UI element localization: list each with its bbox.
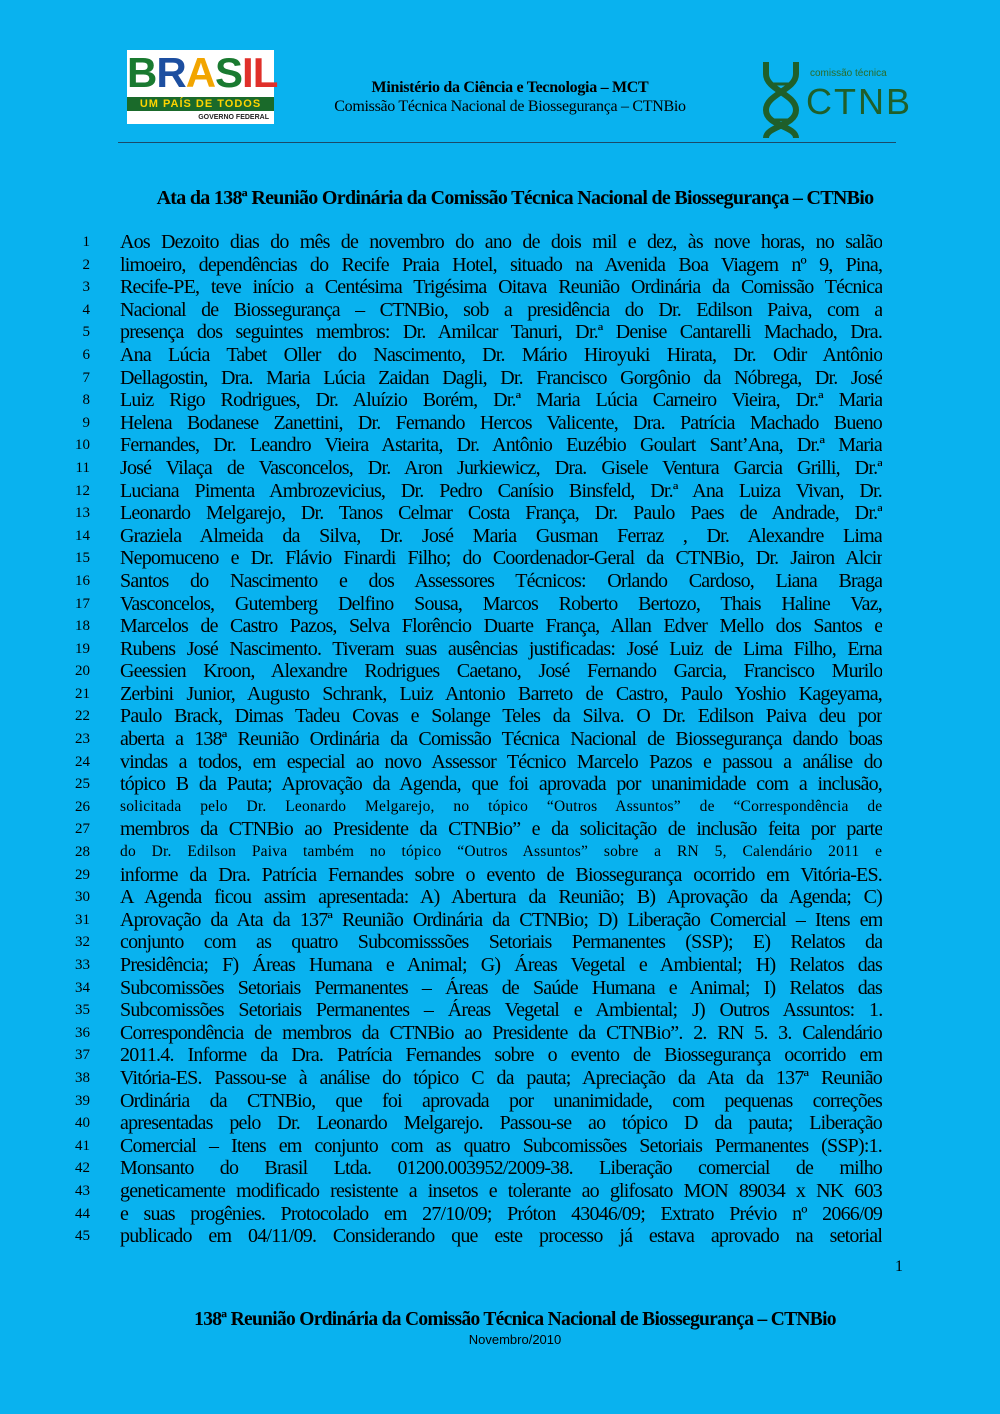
line-number: 44 (75, 1205, 90, 1222)
line-number: 2 (82, 256, 90, 273)
line-text: Monsanto do Brasil Ltda. 01200.003952/2009-38. Liberação comercial de milho (120, 1157, 882, 1180)
line-text: Vasconcelos, Gutemberg Delfino Sousa, Marcos Roberto Bertozo, Thais Haline Vaz, (120, 592, 882, 615)
line-text: Ana Lúcia Tabet Oller do Nascimento, Dr. Mário Hiroyuki Hirata, Dr. Odir Antônio (120, 343, 882, 366)
line-text: Luiz Rigo Rodrigues, Dr. Aluízio Borém, Dr.ª Maria Lúcia Carneiro Vieira, Dr.ª Maria (120, 389, 882, 412)
line-number: 34 (75, 979, 90, 996)
text-line (0, 728, 1000, 751)
line-text: Zerbini Junior, Augusto Schrank, Luiz Antonio Barreto de Castro, Paulo Yoshio Kageyama, (120, 682, 882, 705)
text-line (0, 1090, 1000, 1113)
line-text: Ordinária da CTNBio, que foi aprovada por unanimidade, com pequenas correções (120, 1089, 882, 1112)
ctnb-logo-word: CTNB (806, 81, 912, 122)
ctnb-logo-subtitle: comissão técnica (810, 68, 887, 79)
text-line (0, 344, 1000, 367)
line-text: apresentadas pelo Dr. Leonardo Melgarejo. Passou-se ao tópico D da pauta; Liberação (120, 1112, 882, 1135)
line-number: 7 (82, 369, 90, 386)
line-text: Fernandes, Dr. Leandro Vieira Astarita, Dr. Antônio Euzébio Goulart Sant’Ana, Dr.ª Maria (120, 434, 882, 457)
line-number: 40 (75, 1115, 90, 1132)
brasil-logo-tagline: UM PAÍS DE TODOS (127, 97, 274, 111)
line-text: aberta a 138ª Reunião Ordinária da Comissão Técnica Nacional de Biossegurança dando boas (120, 728, 882, 751)
text-line (0, 909, 1000, 932)
text-line (0, 434, 1000, 457)
text-line (0, 751, 1000, 774)
line-text: Leonardo Melgarejo, Dr. Tanos Celmar Costa França, Dr. Paulo Paes de Andrade, Dr.ª (120, 502, 882, 525)
line-text: Aos Dezoito dias do mês de novembro do ano de dois mil e dez, às nove horas, no salão (120, 231, 882, 253)
line-number: 11 (75, 459, 90, 476)
line-text: publicado em 04/11/09. Considerando que este processo já estava aprovado na setorial (120, 1225, 882, 1248)
text-line (0, 1180, 1000, 1203)
line-number: 9 (82, 414, 90, 431)
line-number: 8 (82, 392, 90, 409)
line-number: 21 (75, 685, 90, 702)
line-number: 25 (75, 776, 90, 793)
line-text: 2011.4. Informe da Dra. Patrícia Fernandes sobre o evento de Biossegurança ocorrido em (120, 1044, 882, 1067)
footer-title: 138ª Reunião Ordinária da Comissão Técnica Nacional de Biossegurança – CTNBio (194, 1309, 836, 1330)
brasil-logo-gov: GOVERNO FEDERAL (198, 114, 269, 121)
text-line (0, 321, 1000, 344)
line-number: 28 (75, 844, 90, 861)
line-text: Vitória-ES. Passou-se à análise do tópico C da pauta; Apreciação da Ata da 137ª Reunião (120, 1066, 882, 1089)
line-text: vindas a todos, em especial ao novo Assessor Técnico Marcelo Pazos e passou a análise do (120, 750, 882, 773)
line-number: 18 (75, 618, 90, 635)
text-line (0, 773, 1000, 796)
line-text: conjunto com as quatro Subcomisssões Setoriais Permanentes (SSP); E) Relatos da (120, 931, 882, 954)
text-line (0, 299, 1000, 322)
line-text: Dellagostin, Dra. Maria Lúcia Zaidan Dagli, Dr. Francisco Gorgônio da Nóbrega, Dr. José (120, 366, 882, 389)
dna-helix-icon (758, 60, 804, 140)
text-line (0, 931, 1000, 954)
line-number: 4 (82, 301, 90, 318)
line-text: presença dos seguintes membros: Dr. Amilcar Tanuri, Dr.ª Denise Cantarelli Machado, Dra. (120, 321, 882, 344)
line-text: do Dr. Edilson Paiva também no tópico “Outros Assuntos” sobre a RN 5, Calendário 2011 e (120, 843, 882, 861)
text-line (0, 1044, 1000, 1067)
text-line (0, 1022, 1000, 1045)
text-line (0, 864, 1000, 887)
text-line (0, 457, 1000, 480)
line-number: 31 (75, 911, 90, 928)
line-number: 3 (82, 279, 90, 296)
text-line (0, 796, 1000, 819)
text-line (0, 389, 1000, 412)
text-line (0, 367, 1000, 390)
text-line (0, 570, 1000, 593)
text-line (0, 841, 1000, 864)
document-title: Ata da 138ª Reunião Ordinária da Comissão Técnica Nacional de Biossegurança – CTNBio (156, 187, 874, 209)
line-number: 36 (75, 1024, 90, 1041)
ministry-name: Ministério da Ciência e Tecnologia – MCT (371, 79, 649, 96)
line-text: Paulo Brack, Dimas Tadeu Covas e Solange Teles da Silva. O Dr. Edilson Paiva deu por (120, 705, 882, 728)
line-number: 32 (75, 934, 90, 951)
line-number: 29 (75, 866, 90, 883)
text-line (0, 1203, 1000, 1226)
text-line (0, 1225, 1000, 1248)
text-line (0, 615, 1000, 638)
header-divider (118, 142, 896, 143)
line-text: Rubens José Nascimento. Tiveram suas ausências justificadas: José Luiz de Lima Filho, Erna (120, 637, 882, 660)
text-line (0, 480, 1000, 503)
line-number: 45 (75, 1228, 90, 1245)
line-number: 43 (75, 1182, 90, 1199)
line-number: 19 (75, 640, 90, 657)
brasil-logo-word: BRASIL (127, 49, 278, 96)
text-line (0, 683, 1000, 706)
text-line (0, 1112, 1000, 1135)
text-line (0, 818, 1000, 841)
line-text: Graziela Almeida da Silva, Dr. José Maria Gusman Ferraz , Dr. Alexandre Lima (120, 524, 882, 547)
line-number: 15 (75, 550, 90, 567)
line-number: 37 (75, 1047, 90, 1064)
line-text: tópico B da Pauta; Aprovação da Agenda, que foi aprovada por unanimidade com a inclusão, (120, 773, 882, 796)
line-number: 27 (75, 821, 90, 838)
line-text: Aprovação da Ata da 137ª Reunião Ordinária da CTNBio; D) Liberação Comercial – Itens em (120, 908, 882, 931)
page-number: 1 (895, 1258, 903, 1275)
text-line (0, 954, 1000, 977)
commission-name: Comissão Técnica Nacional de Biossegurança – CTNBio (334, 98, 686, 115)
line-number: 33 (75, 957, 90, 973)
line-text: A Agenda ficou assim apresentada: A) Abertura da Reunião; B) Aprovação da Agenda; C) (120, 886, 882, 909)
line-number: 24 (75, 753, 90, 770)
text-line (0, 1135, 1000, 1158)
text-line (0, 705, 1000, 728)
line-number: 12 (75, 482, 90, 499)
line-text: Subcomissões Setoriais Permanentes – Áreas Vegetal e Ambiental; J) Outros Assuntos: 1. (120, 999, 882, 1022)
brasil-logo (127, 49, 278, 124)
text-line (0, 525, 1000, 548)
line-number: 14 (75, 527, 90, 544)
line-text: solicitada pelo Dr. Leonardo Melgarejo, no tópico “Outros Assuntos” de “Correspondência de (120, 797, 882, 815)
text-line (0, 502, 1000, 525)
line-number: 16 (75, 572, 90, 589)
text-line (0, 276, 1000, 299)
line-number: 42 (75, 1160, 90, 1177)
line-text: geneticamente modificado resistente a insetos e tolerante ao glifosato MON 89034 x NK 603 (120, 1179, 882, 1202)
text-line (0, 231, 1000, 254)
text-line (0, 1067, 1000, 1090)
line-number: 35 (75, 1002, 90, 1019)
line-text: Marcelos de Castro Pazos, Selva Florêncio Duarte França, Allan Edver Mello dos Santos e (120, 615, 882, 638)
line-text: limoeiro, dependências do Recife Praia Hotel, situado na Avenida Boa Viagem nº 9, Pina, (120, 253, 882, 276)
line-text: José Vilaça de Vasconcelos, Dr. Aron Jurkiewicz, Dra. Gisele Ventura Garcia Grilli, Dr.ª (120, 456, 882, 479)
line-number: 13 (75, 505, 90, 522)
line-number: 30 (75, 889, 90, 906)
line-text: membros da CTNBio ao Presidente da CTNBio” e da solicitação de inclusão feita por parte (120, 818, 882, 841)
line-number: 26 (75, 798, 90, 815)
text-line (0, 547, 1000, 570)
text-line (0, 660, 1000, 683)
line-number: 41 (75, 1137, 90, 1154)
text-line (0, 593, 1000, 616)
line-number: 23 (75, 731, 90, 748)
minutes-body (0, 231, 1000, 1248)
line-text: e suas progênies. Protocolado em 27/10/09; Próton 43046/09; Extrato Prévio nº 2066/09 (120, 1202, 882, 1225)
text-line (0, 412, 1000, 435)
line-number: 38 (75, 1069, 90, 1086)
text-line (0, 638, 1000, 661)
ctnb-logo (758, 60, 912, 140)
footer-date: Novembro/2010 (468, 1332, 562, 1347)
line-text: informe da Dra. Patrícia Fernandes sobre o evento de Biossegurança ocorrido em Vitória-ES. (120, 863, 882, 886)
line-number: 1 (82, 234, 90, 250)
text-line (0, 1157, 1000, 1180)
line-number: 6 (82, 346, 90, 363)
line-number: 17 (75, 595, 90, 612)
line-text: Helena Bodanese Zanettini, Dr. Fernando Hercos Valicente, Dra. Patrícia Machado Bueno (120, 411, 882, 434)
line-text: Recife-PE, teve início a Centésima Trigésima Oitava Reunião Ordinária da Comissão Técnica (120, 276, 882, 299)
line-number: 20 (75, 663, 90, 680)
line-text: Geessien Kroon, Alexandre Rodrigues Caetano, José Fernando Garcia, Francisco Murilo (120, 660, 882, 683)
line-number: 39 (75, 1092, 90, 1109)
line-text: Santos do Nascimento e dos Assessores Técnicos: Orlando Cardoso, Liana Braga (120, 569, 882, 592)
line-text: Nepomuceno e Dr. Flávio Finardi Filho; do Coordenador-Geral da CTNBio, Dr. Jairon Alcir (120, 547, 882, 570)
line-text: Nacional de Biossegurança – CTNBio, sob a presidência do Dr. Edilson Paiva, com a (120, 298, 882, 321)
line-text: Subcomissões Setoriais Permanentes – Áreas de Saúde Humana e Animal; I) Relatos das (120, 976, 882, 999)
line-text: Comercial – Itens em conjunto com as quatro Subcomissões Setoriais Permanentes (SSP):1. (120, 1134, 882, 1157)
line-number: 5 (82, 324, 90, 341)
header-text (290, 78, 730, 116)
text-line (0, 254, 1000, 277)
line-number: 22 (75, 708, 90, 725)
line-text: Correspondência de membros da CTNBio ao Presidente da CTNBio”. 2. RN 5. 3. Calendário (120, 1021, 882, 1044)
line-number: 10 (75, 437, 90, 454)
text-line (0, 886, 1000, 909)
line-text: Presidência; F) Áreas Humana e Animal; G) Áreas Vegetal e Ambiental; H) Relatos das (120, 954, 882, 976)
line-text: Luciana Pimenta Ambrozevicius, Dr. Pedro Canísio Binsfeld, Dr.ª Ana Luiza Vivan, Dr. (120, 479, 882, 502)
text-line (0, 999, 1000, 1022)
text-line (0, 977, 1000, 1000)
